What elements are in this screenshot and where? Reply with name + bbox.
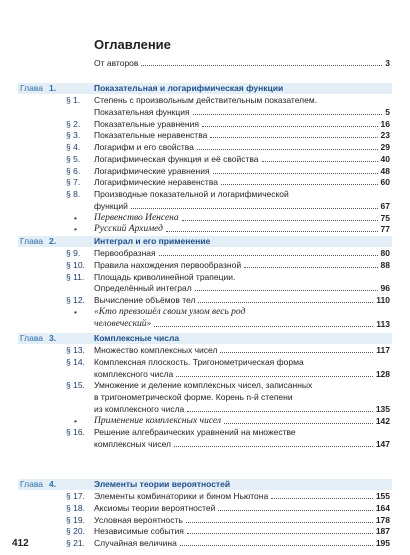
entry-number: •: [74, 224, 77, 235]
leader-dots: [187, 523, 373, 534]
entry-page: 110: [376, 295, 390, 305]
leader-dots: [224, 413, 373, 424]
entry-number: § 8.: [66, 189, 81, 199]
entry-page: 88: [380, 259, 390, 270]
entry-number: § 12.: [66, 295, 85, 305]
entry-page: 16: [380, 118, 390, 129]
entry-number: § 2.: [66, 118, 81, 129]
entry-page: 40: [380, 153, 390, 164]
toc-entry: [0, 177, 410, 188]
page-title: Оглавление: [94, 37, 171, 52]
chapter-title: Элементы теории вероятностей: [94, 479, 231, 489]
leader-dots: [154, 316, 373, 327]
leader-dots: [174, 436, 373, 447]
entry-title: Решение алгебраических уравнений на множестве: [94, 427, 296, 438]
entry-title: Правила нахождения первообразной: [94, 259, 242, 270]
leader-dots: [166, 221, 378, 232]
entry-page: 195: [375, 538, 390, 548]
leader-dots: [197, 139, 378, 150]
entry-title: Логарифмическая функция и её свойства: [94, 153, 259, 164]
entry-title: из комплексного числа: [94, 403, 185, 414]
entry-page: 187: [375, 526, 390, 537]
toc-entry: [0, 345, 410, 356]
entry-page: 77: [380, 224, 390, 235]
chapter-title: Комплексные числа: [94, 333, 180, 343]
toc-entry: [0, 260, 410, 271]
entry-page: 178: [375, 514, 390, 525]
chapter-label: Глава: [20, 479, 43, 489]
leader-dots: [193, 104, 382, 115]
entry-number: § 4.: [66, 142, 81, 152]
leader-dots: [182, 210, 378, 221]
leader-dots: [186, 512, 373, 523]
entry-title: Множество комплексных чисел: [94, 345, 218, 355]
entry-title: Первообразная: [94, 248, 156, 258]
entry-number: § 7.: [66, 177, 81, 188]
chapter-label: Глава: [20, 333, 43, 343]
entry-number: •: [74, 306, 77, 317]
entry-page: 142: [375, 415, 390, 426]
entry-number: § 9.: [66, 248, 81, 258]
leader-dots: [220, 342, 373, 353]
entry-page: 3: [385, 58, 390, 68]
leader-dots: [195, 280, 378, 291]
toc-entry: [0, 295, 410, 306]
leader-dots: [221, 174, 378, 185]
entry-title: Определённый интеграл: [94, 283, 192, 294]
entry-page: 48: [380, 165, 390, 176]
chapter-heading[interactable]: [0, 83, 410, 94]
entry-page: 117: [376, 345, 390, 355]
leader-dots: [187, 401, 373, 412]
leader-dots: [131, 198, 378, 209]
entry-number: § 17.: [66, 491, 85, 501]
entry-title: От авторов: [94, 58, 139, 68]
entry-title: Логарифм и его свойства: [94, 142, 194, 152]
entry-number: § 6.: [66, 165, 81, 176]
chapter-title: Интеграл и его применение: [94, 236, 211, 246]
entry-page: 147: [375, 439, 390, 449]
entry-title: комплексного числа: [94, 368, 174, 379]
leader-dots: [176, 366, 373, 377]
leader-dots: [271, 488, 373, 499]
entry-title: Площадь криволинейной трапеции.: [94, 271, 236, 282]
entry-title: человеческий»: [94, 318, 152, 329]
entry-title: Производные показательной и логарифмической: [94, 189, 289, 199]
entry-number: •: [74, 212, 77, 223]
entry-page: 5: [385, 106, 390, 117]
entry-number: § 18.: [66, 502, 85, 513]
entry-number: § 3.: [66, 130, 81, 141]
leader-dots: [141, 55, 382, 66]
entry-number: § 21.: [66, 538, 85, 548]
entry-page: 96: [380, 283, 390, 294]
toc-entry: [0, 416, 410, 427]
entry-title: Показательные уравнения: [94, 118, 199, 129]
entry-number: § 5.: [66, 153, 81, 164]
entry-page: 23: [380, 130, 390, 141]
entry-number: § 10.: [66, 259, 85, 270]
entry-page: 135: [375, 403, 390, 414]
entry-title: Вычисление объёмов тел: [94, 295, 196, 305]
entry-title: Независимые события: [94, 526, 184, 537]
entry-title: Первенство Иенсена: [94, 212, 179, 223]
chapter-number: 2.: [49, 236, 57, 246]
toc-entry: [0, 380, 410, 391]
entry-number: § 1.: [66, 95, 81, 105]
entry-title: функций: [94, 200, 128, 211]
toc-entry-continued: [0, 319, 410, 330]
chapter-number: 4.: [49, 479, 57, 489]
entry-number: § 13.: [66, 345, 85, 355]
entry-title: Показательная функция: [94, 106, 190, 117]
toc-entry-continued: [0, 369, 410, 380]
entry-page: 67: [380, 200, 390, 211]
entry-title: Русский Архимед: [94, 224, 163, 235]
chapter-title: Показательная и логарифмическая функции: [94, 83, 284, 93]
toc-entry-continued: [0, 439, 410, 450]
entry-page: 164: [375, 502, 390, 513]
page-number: 412: [12, 538, 29, 549]
chapter-label: Глава: [20, 236, 43, 246]
chapter-number: 3.: [49, 333, 57, 343]
entry-number: § 14.: [66, 356, 85, 367]
leader-dots: [213, 163, 378, 174]
entry-page: 60: [380, 177, 390, 188]
entry-number: •: [74, 415, 77, 426]
entry-title: Комплексная плоскость. Тригонометрическая форма: [94, 356, 304, 367]
intro-entry: [0, 58, 410, 69]
entry-title: в тригонометрической форме. Корень n-й степени: [94, 392, 293, 402]
entry-page: 75: [380, 212, 390, 223]
entry-page: 128: [375, 368, 390, 379]
entry-title: Применение комплексных чисел: [94, 415, 222, 426]
entry-title: Степень с произвольным действительным показателем.: [94, 95, 318, 105]
entry-page: 113: [376, 318, 390, 329]
entry-page: 155: [375, 491, 390, 501]
toc-entry: [0, 538, 410, 549]
entry-page: 80: [380, 248, 390, 258]
entry-number: § 15.: [66, 380, 85, 391]
chapter-label: Глава: [20, 83, 43, 93]
entry-number: § 11.: [66, 271, 85, 282]
leader-dots: [262, 151, 378, 162]
entry-title: «Кто превзошёл своим умом весь род: [94, 306, 246, 317]
entry-title: Случайная величина: [94, 538, 177, 548]
leader-dots: [180, 535, 373, 546]
entry-title: комплексных чисел: [94, 439, 171, 449]
leader-dots: [198, 292, 373, 303]
leader-dots: [244, 257, 378, 268]
leader-dots: [210, 127, 378, 138]
entry-title: Аксиомы теории вероятностей: [94, 502, 216, 513]
entry-title: Условная вероятность: [94, 514, 183, 525]
entry-number: § 19.: [66, 514, 85, 525]
entry-title: Логарифмические уравнения: [94, 165, 210, 176]
entry-title: Умножение и деление комплексных чисел, записанных: [94, 380, 313, 391]
toc-entry: [0, 224, 410, 235]
leader-dots: [159, 245, 378, 256]
chapter-number: 1.: [49, 83, 57, 93]
entry-number: § 20.: [66, 526, 85, 537]
leader-dots: [218, 500, 373, 511]
entry-title: Логарифмические неравенства: [94, 177, 218, 188]
entry-title: Показательные неравенства: [94, 130, 208, 141]
entry-number: § 16.: [66, 427, 85, 438]
entry-title: Элементы комбинаторики и бином Ньютона: [94, 491, 269, 501]
entry-page: 29: [380, 142, 390, 152]
leader-dots: [202, 116, 378, 127]
